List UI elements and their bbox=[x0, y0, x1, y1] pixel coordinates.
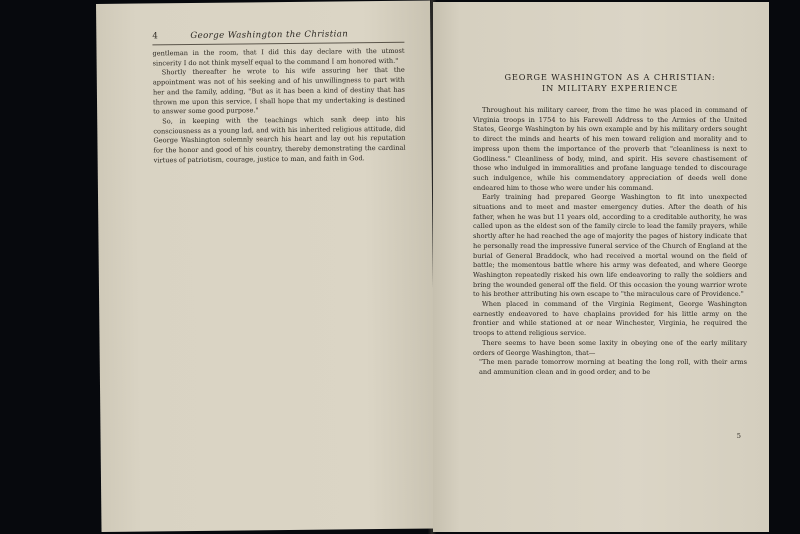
quote-text: "The men parade tomorrow morning at beating the long roll, with their arms and ammunition clean and in good order, and to be bbox=[479, 358, 747, 376]
chapter-title-line-2: IN MILITARY EXPERIENCE bbox=[541, 83, 678, 93]
paragraph: Shortly thereafter he wrote to his wife assuring her that the appointment was not of his seeking and of his unwillingness to part with her and the family, adding, "But as it has been a kind of destiny that has thrown me upon this service, I shall hope that my undertaking is destined to answer some good purpose." bbox=[152, 66, 406, 116]
paragraph: When placed in command of the Virginia Regiment, George Washington earnestly endeavored to have chaplains provided for his little army on the frontier and while stationed at or near Winchester, Virginia, he required the troops to attend religious service. bbox=[473, 300, 747, 338]
chapter-title-line-1: GEORGE WASHINGTON AS A CHRISTIAN: bbox=[504, 72, 716, 82]
block-quote bbox=[473, 358, 747, 377]
page-number-left: 4 bbox=[152, 31, 158, 42]
paragraph: There seems to have been some laxity in obeying one of the early military orders of George Washington, that— bbox=[473, 338, 747, 357]
running-head bbox=[152, 29, 404, 46]
right-page bbox=[433, 2, 769, 532]
paragraph: So, in keeping with the teachings which sank deep into his consciousness as a young lad, and with his inherited religious attitude, did George Washington solemnly search his heart and lay out his reputation for the honor and good of his country, thereby demonstrating the cardinal virtues of patriotism, courage, justice to man, and faith in God. bbox=[153, 114, 406, 165]
right-body-text bbox=[473, 106, 747, 378]
left-page bbox=[96, 1, 436, 532]
paragraph: Throughout his military career, from the time he was placed in command of Virginia troops in 1754 to his Farewell Address to the Armies of the United States, George Washington by his own example and by his military orders sought to direct the minds and hearts of his men toward religion and morality and to impress upon them the importance of the proverb that "cleanliness is next to Godliness." Cleanliness of body, mind, and spirit. His severe chastisement of those who indulged in immoralities and profane language tended to discourage such indulgence, while his commendatory appreciation of deeds well done endeared him to those who were under his command. bbox=[473, 106, 747, 192]
left-body-text bbox=[152, 47, 405, 166]
paragraph: gentleman in the room, that I did this day declare with the utmost sincerity I do not think myself equal to the command I am honored with." bbox=[152, 46, 405, 68]
running-head-title: George Washington the Christian bbox=[190, 29, 349, 42]
paragraph: Early training had prepared George Washington to fit into unexpected situations and to meet and master emergency duties. After the death of his father, when he was but 11 years old, according to a creditable authority, he was called upon as the eldest son of the family circle to lead the family prayers, while shortly after he had reached the age of majority the pages of history indicate that he personally read the impressive funeral service of the Church of England at the burial of General Braddock, who had received a mortal wound on the field of battle; the momentous battle where his army was defeated, and where George Washington repeatedly risked his own life endeavoring to rally the soldiers and bring the wounded general off the field. Of this occasion the young warrior wrote to his brother attributing his own escape to "the miraculous care of Providence." bbox=[473, 193, 747, 299]
chapter-title bbox=[473, 72, 747, 94]
page-number-right: 5 bbox=[736, 432, 741, 440]
